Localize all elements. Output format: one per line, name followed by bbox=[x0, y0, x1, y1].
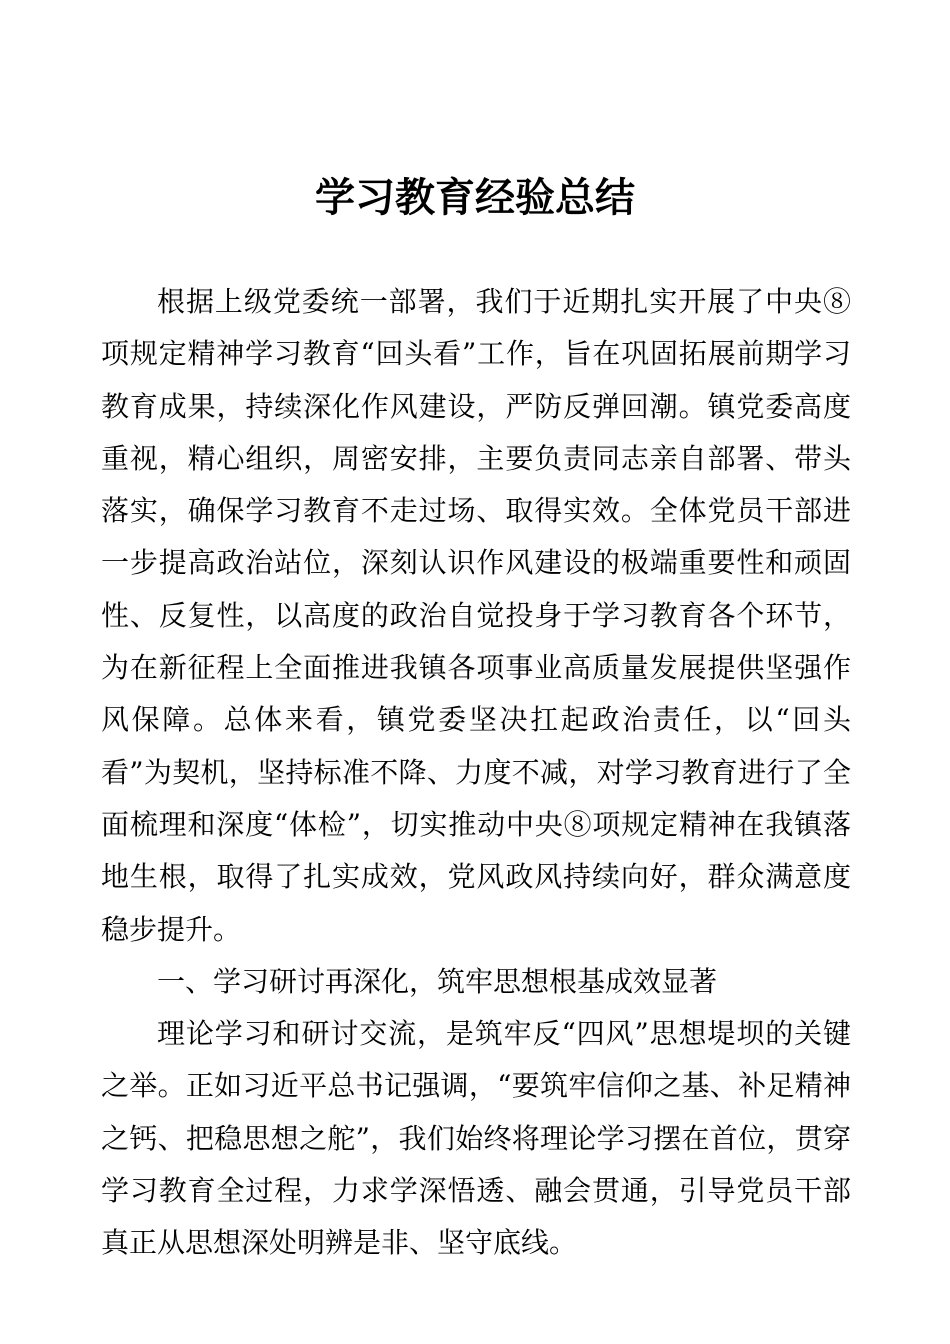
document-title: 学习教育经验总结 bbox=[315, 174, 635, 221]
document-body bbox=[101, 276, 851, 1270]
section-paragraph: 理论学习和研讨交流，是筑牢反“四风”思想堤坝的关键之举。正如习近平总书记强调，“要筑牢信仰之基、补足精神之钙、把稳思想之舵”，我们始终将理论学习摆在首位，贯穿学习教育全过程，力求学深悟透、融会贯通，引导党员干部真正从思想深处明辨是非、坚守底线。 bbox=[101, 1017, 851, 1260]
section-heading: 一、学习研讨再深化，筑牢思想根基成效显著 bbox=[157, 964, 718, 998]
intro-paragraph: 根据上级党委统一部署，我们于近期扎实开展了中央⑧项规定精神学习教育“回头看”工作，旨在巩固拓展前期学习教育成果，持续深化作风建设，严防反弹回潮。镇党委高度重视，精心组织，周密安排，主要负责同志亲自部署、带头落实，确保学习教育不走过场、取得实效。全体党员干部进一步提高政治站位，深刻认识作风建设的极端重要性和顽固性、反复性，以高度的政治自觉投身于学习教育各个环节，为在新征程上全面推进我镇各项事业高质量发展提供坚强作风保障。总体来看，镇党委坚决扛起政治责任，以“回头看”为契机，坚持标准不降、力度不减，对学习教育进行了全面梳理和深度“体检”，切实推动中央⑧项规定精神在我镇落地生根，取得了扎实成效，党风政风持续向好，群众满意度稳步提升。 bbox=[101, 285, 851, 946]
